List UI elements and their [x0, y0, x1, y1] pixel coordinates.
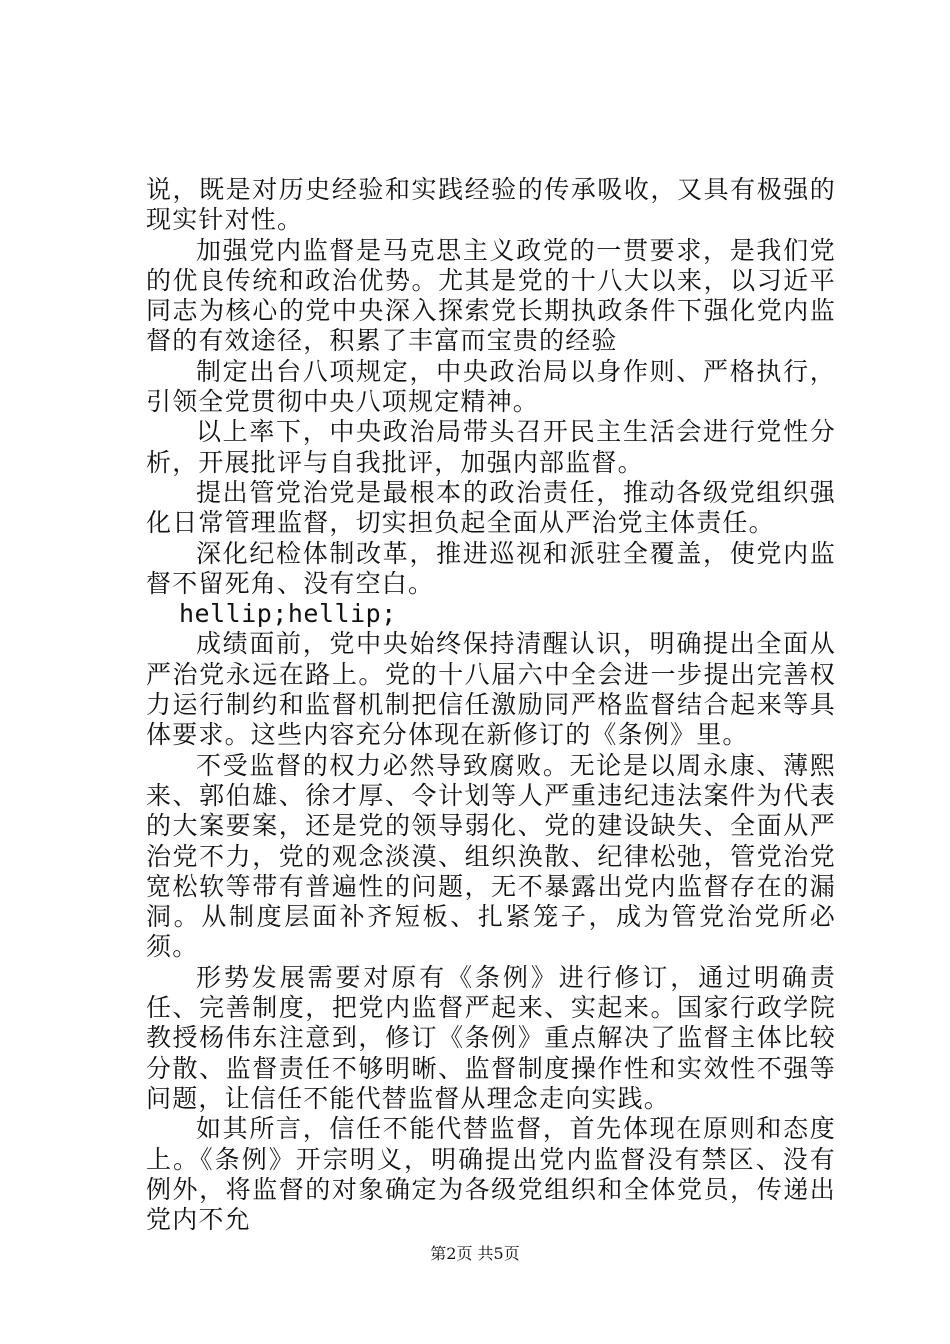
paragraph: 成绩面前，党中央始终保持清醒认识，明确提出全面从严治党永远在路上。党的十八届六中全会进一步提出完善权力运行制约和监督机制把信任激励同严格监督结合起来等具体要求。这些内容充分体现在新修订的《条例》里。: [146, 629, 836, 750]
paragraph: 加强党内监督是马克思主义政党的一贯要求，是我们党的优良传统和政治优势。尤其是党的十八大以来，以习近平同志为核心的党中央深入探索党长期执政条件下强化党内监督的有效途径，积累了丰富而宝贵的经验: [146, 235, 836, 356]
document-body: [146, 175, 836, 1235]
paragraph: 不受监督的权力必然导致腐败。无论是以周永康、薄熙来、郭伯雄、徐才厚、令计划等人严重违纪违法案件为代表的大案要案，还是党的领导弱化、党的建设缺失、全面从严治党不力，党的观念淡漠、组织涣散、纪律松弛，管党治党宽松软等带有普遍性的问题，无不暴露出党内监督存在的漏洞。从制度层面补齐短板、扎紧笼子，成为管党治党所必须。: [146, 750, 836, 962]
paragraph: 制定出台八项规定，中央政治局以身作则、严格执行，引领全党贯彻中央八项规定精神。: [146, 356, 836, 417]
paragraph-continuation: 说，既是对历史经验和实践经验的传承吸收，又具有极强的现实针对性。: [146, 175, 836, 235]
paragraph: 形势发展需要对原有《条例》进行修订，通过明确责任、完善制度，把党内监督严起来、实起来。国家行政学院教授杨伟东注意到，修订《条例》重点解决了监督主体比较分散、监督责任不够明晰、监督制度操作性和实效性不强等问题，让信任不能代替监督从理念走向实践。: [146, 962, 836, 1113]
paragraph: 以上率下，中央政治局带头召开民主生活会进行党性分析，开展批评与自我批评，加强内部监督。: [146, 417, 836, 477]
ellipsis-placeholder-line: hellip;hellip;: [179, 599, 397, 629]
paragraph: 深化纪检体制改革，推进巡视和派驻全覆盖，使党内监督不留死角、没有空白。: [146, 538, 836, 598]
page-number-footer: 第2页 共5页: [430, 1244, 520, 1263]
paragraph: 如其所言，信任不能代替监督，首先体现在原则和态度上。《条例》开宗明义，明确提出党内监督没有禁区、没有例外，将监督的对象确定为各级党组织和全体党员，传递出党内不允: [146, 1114, 836, 1235]
paragraph: 提出管党治党是最根本的政治责任，推动各级党组织强化日常管理监督，切实担负起全面从严治党主体责任。: [146, 477, 836, 538]
